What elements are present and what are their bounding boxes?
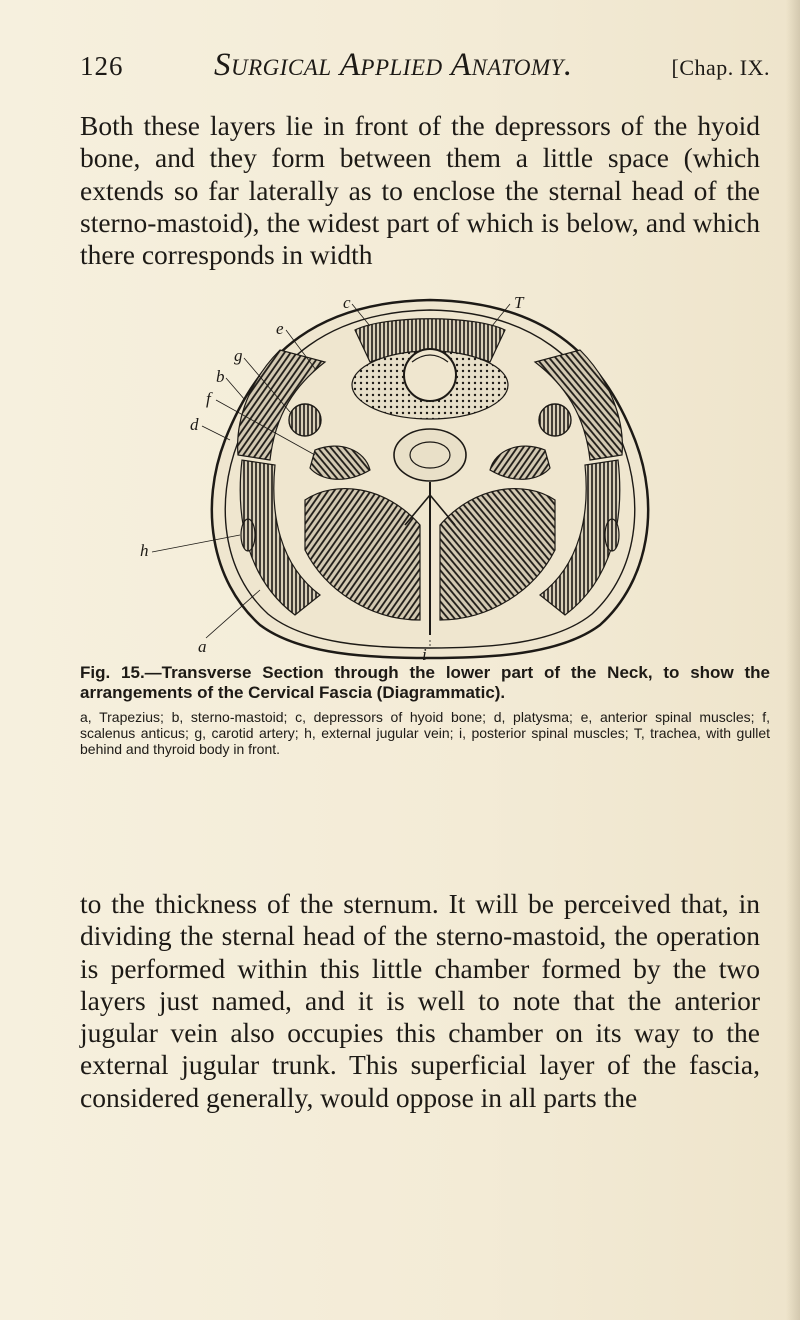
caption-legend: a, Trapezius; b, sterno-mastoid; c, depressors of hyoid bone; d, platysma; e, anterior spinal muscles; f, scalenus anticus; g, carotid artery; h, external jugular vein; i, posterior spinal muscles; T, trachea, with gullet behind and thyroid body in front. [80, 709, 770, 757]
label-h: h [140, 541, 149, 560]
caption-title: Fig. 15.—Transverse Section through the lower part of the Neck, to show the arrangements of the Cervical Fascia (Diagrammatic). [80, 663, 770, 702]
label-f: f [206, 389, 211, 408]
external-jugular-right [605, 519, 619, 551]
label-a: a [198, 637, 207, 656]
neck-cross-section-figure [130, 290, 730, 660]
label-t: T [514, 293, 524, 312]
vertebral-body [394, 429, 466, 481]
book-title: Surgical Applied Anatomy. [214, 47, 573, 83]
body-paragraph-top: Both these layers lie in front of the depressors of the hyoid bone, and they form between them a little space (which extends so far laterally as to enclose the sternal head of the sterno-mastoid), the widest part of which is below, and which there corresponds in width [80, 110, 760, 271]
label-b: b [216, 367, 225, 386]
label-c: c [343, 293, 351, 312]
carotid-artery-right [539, 404, 571, 436]
page-edge-shadow [786, 0, 800, 1320]
carotid-artery-left [289, 404, 321, 436]
external-jugular-left [241, 519, 255, 551]
page-number: 126 [80, 51, 124, 81]
trachea [404, 349, 456, 401]
chapter-marker: [Chap. IX. [671, 55, 770, 80]
label-d: d [190, 415, 199, 434]
figure-caption [80, 663, 770, 757]
label-i: i [422, 645, 427, 660]
label-g: g [234, 346, 243, 365]
body-paragraph-bottom: to the thickness of the sternum. It will be perceived that, in dividing the sternal head of the sterno-mastoid, the operation is performed within this little chamber formed by the two layers just named, and it is well to note that the anterior jugular vein also occupies this chamber on its way to the external jugular trunk. This superficial layer of the fascia, considered generally, would oppose in all parts the [80, 888, 760, 1113]
running-head [80, 45, 770, 89]
label-e: e [276, 319, 284, 338]
